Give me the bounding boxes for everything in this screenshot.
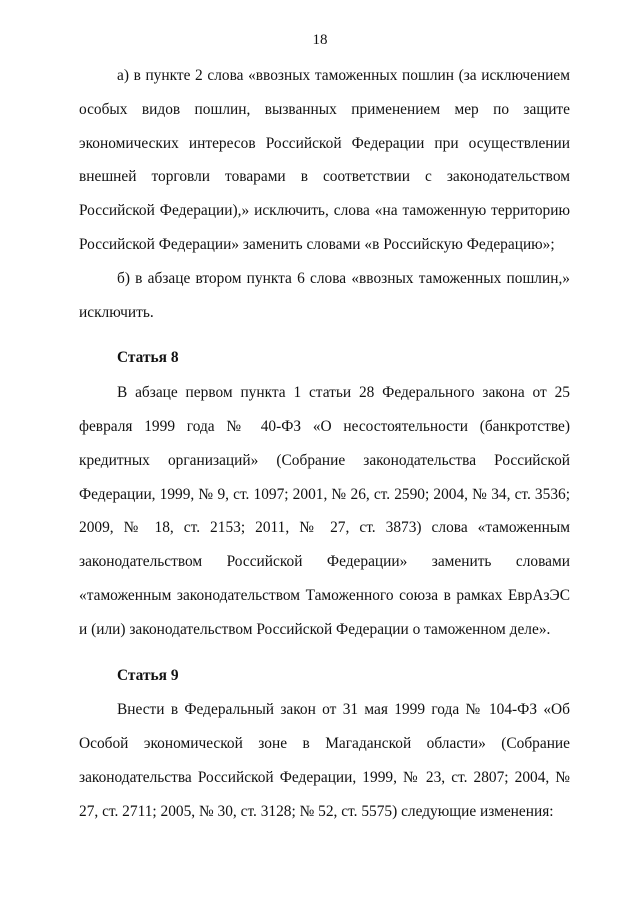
document-body: [79, 59, 570, 829]
article-8-text: В абзаце первом пункта 1 статьи 28 Федерального закона от 25 февраля 1999 года № 40-ФЗ «О несостоятельности (банкротстве) кредитных организаций» (Собрание законодательства Российской Федерации, 1999, № 9, ст. 1097; 2001, № 26, ст. 2590; 2004, № 34, ст. 3536; 2009, № 18, ст. 2153; 2011, № 27, ст. 3873) слова «таможенным законодательством Российской Федерации» заменить словами «таможенным законодательством Таможенного союза в рамках ЕврАзЭС и (или) законодательством Российской Федерации о таможенном деле».: [79, 384, 570, 638]
article-8-heading: Статья 8: [117, 349, 179, 367]
article-9-heading: Статья 9: [117, 666, 179, 684]
page-number: 18: [312, 32, 328, 48]
article-9-text: Внести в Федеральный закон от 31 мая 1999 года № 104-ФЗ «Об Особой экономической зоне в Магаданской области» (Собрание законодательства Российской Федерации, 1999, № 23, ст. 2807; 2004, № 27, ст. 2711; 2005, № 30, ст. 3128; № 52, ст. 5575) следующие изменения:: [79, 701, 570, 820]
paragraph-b: б) в абзаце втором пункта 6 слова «ввозных таможенных пошлин,» исключить.: [79, 269, 570, 321]
paragraph-a: а) в пункте 2 слова «ввозных таможенных пошлин (за исключением особых видов пошлин, вызванных применением мер по защите экономических интересов Российской Федерации при осуществлении внешней торговли товарами в соответствии с законодательством Российской Федерации),» исключить, слова «на таможенную территорию Российской Федерации» заменить словами «в Российскую Федерацию»;: [79, 67, 570, 253]
